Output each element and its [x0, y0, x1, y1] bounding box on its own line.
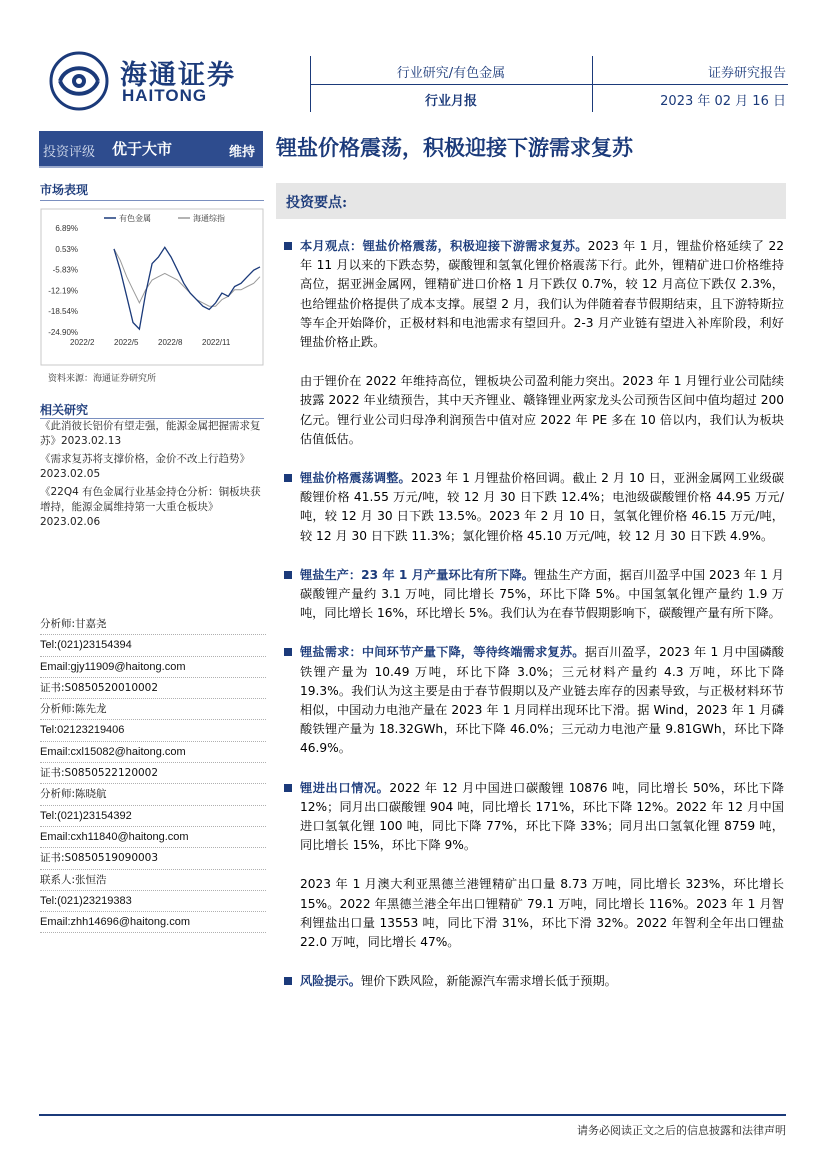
key-point-heading: 锂盐需求：中间环节产量下降，等待终端需求复苏。	[300, 645, 585, 660]
y-tick-label: -12.19%	[48, 286, 78, 296]
report-type: 行业月报	[424, 94, 477, 109]
series-line	[114, 247, 260, 329]
key-point-paragraph	[284, 566, 784, 624]
related-research-item[interactable]: 《此消彼长铝价有望走强，能源金属把握需求复苏》2023.02.13	[40, 420, 261, 447]
legend-label: 海通综指	[193, 214, 225, 223]
bullet-icon	[284, 977, 292, 985]
contact-tel: Tel:(021)23219383	[40, 891, 266, 912]
analyst-cert: 证书:S0850520010002	[40, 678, 266, 699]
contact-name: 联系人:张恒浩	[40, 870, 266, 891]
key-point-heading: 锂盐生产：23 年 1 月产量环比有所下降。	[300, 567, 534, 582]
key-point-paragraph	[284, 875, 784, 952]
report-category: 行业研究/有色金属	[396, 66, 506, 81]
analyst-contacts	[40, 614, 266, 933]
analyst-cert: 证书:S0850522120002	[40, 763, 266, 784]
rating-value: 优于大市	[112, 140, 173, 158]
key-point-heading: 风险提示。	[300, 974, 361, 989]
chart-source: 资料来源：海通证券研究所	[48, 374, 157, 384]
key-points-header	[276, 183, 786, 219]
key-point-paragraph	[284, 643, 784, 758]
bullet-icon	[284, 571, 292, 579]
report-date: 2023 年 02 月 16 日	[660, 94, 786, 109]
x-tick-label: 2022/2	[70, 338, 95, 347]
key-point-body: 锂盐生产方面，据百川盈孚中国 2023 年 1 月碳酸锂产量约 3.1 万吨，同比增长 75%，环比下降 5%。中国氢氧化锂产量约 1.9 万吨，同比增长 16%，环比增长 5%。我们认为在春节假期影响下，碳酸锂产量有所下降。	[300, 567, 784, 621]
related-research-list	[40, 419, 266, 533]
y-tick-label: 0.53%	[55, 244, 78, 254]
legend-label: 有色金属	[119, 214, 151, 223]
analyst-email[interactable]: Email:gjy11909@haitong.com	[40, 657, 266, 678]
analyst-tel: Tel:(021)23154394	[40, 635, 266, 656]
series-line	[114, 249, 260, 306]
x-tick-label: 2022/5	[114, 338, 139, 347]
key-points-title: 投资要点:	[286, 195, 348, 211]
key-point-paragraph	[284, 972, 784, 991]
section-divider	[40, 200, 264, 201]
key-point-heading: 本月观点：锂盐价格震荡，积极迎接下游需求复苏。	[300, 239, 588, 253]
rating-action: 维持	[228, 145, 255, 160]
bullet-icon	[284, 784, 292, 792]
haitong-logo-icon	[48, 50, 110, 112]
key-point-body: 2023 年 1 月澳大利亚黑德兰港锂精矿出口量 8.73 万吨，同比增长 323%，环比增长 15%。2022 年黑德兰港全年出口锂精矿 79.1 万吨，同比增长 116%。2023 年 1 月智利锂盐出口量 13553 吨，同比下滑 31%，环比下滑 32%。2022 年智利全年出口锂盐 22.0 万吨，同比增长 47%。	[300, 877, 784, 950]
header-divider	[310, 84, 788, 85]
key-point-body: 2022 年 12 月中国进口碳酸锂 10876 吨，同比增长 50%，环比下降 12%；同月出口碳酸锂 904 吨，同比增长 171%，环比下降 12%。2022 年 12 月中国进口氢氧化锂 100 吨，同比下降 77%，环比下降 33%；同月出口氢氧化锂 8759 吨，同比增长 15%，环比下降 9%。	[300, 780, 784, 853]
analyst-email[interactable]: Email:cxl15082@haitong.com	[40, 742, 266, 763]
analyst-name: 分析师:陈晓航	[40, 784, 266, 805]
bullet-icon	[284, 242, 292, 250]
key-point-heading: 锂进出口情况。	[300, 780, 390, 795]
key-point-paragraph	[284, 237, 784, 352]
key-point-paragraph	[284, 469, 784, 546]
logo-chinese-name: 海通证券	[120, 60, 236, 91]
key-point-paragraph	[284, 372, 784, 449]
analyst-email[interactable]: Email:cxh11840@haitong.com	[40, 827, 266, 848]
company-logo	[48, 50, 248, 110]
key-point-body: 由于锂价在 2022 年维持高位，锂板块公司盈利能力突出。2023 年 1 月锂行业公司陆续披露 2022 年业绩预告，其中天齐锂业、赣锋锂业两家龙头公司预告区间中值均超过 200 亿元。锂行业公司归母净利润预告中值对应 2022 年 PE 多在 10 倍以内，我们认为板块估值低估。	[300, 374, 784, 446]
page-title: 锂盐价格震荡，积极迎接下游需求复苏	[276, 135, 633, 160]
key-point-body: 2023 年 1 月锂盐价格回调。截止 2 月 10 日，亚洲金属网工业级碳酸锂价格 41.55 万元/吨，较 12 月 30 日下跌 12.4%；电池级碳酸锂价格 44.95 万元/吨，较 12 月 30 日下跌 13.5%。2023 年 2 月 10 日，氢氧化锂价格 46.15 万元/吨，较 12 月 30 日下跌 11.3%；氯化锂价格 45.10 万元/吨，较 12 月 30 日下跌 4.9%。	[300, 471, 785, 543]
market-performance-chart	[40, 208, 264, 366]
bullet-icon	[284, 474, 292, 482]
y-tick-label: -24.90%	[48, 328, 78, 337]
analyst-name: 分析师:陈先龙	[40, 699, 266, 720]
analyst-cert: 证书:S0850519090003	[40, 848, 266, 869]
footer-divider	[39, 1114, 786, 1116]
logo-english-name: HAITONG	[122, 86, 208, 105]
related-research-item[interactable]: 《需求复苏将支撑价格，金价不改上行趋势》2023.02.05	[40, 453, 250, 480]
key-point-body: 锂价下跌风险，新能源汽车需求增长低于预期。	[360, 974, 617, 989]
x-tick-label: 2022/11	[202, 338, 231, 347]
rating-label: 投资评级	[43, 145, 96, 160]
y-tick-label: 6.89%	[55, 224, 78, 233]
analyst-tel: Tel:02123219406	[40, 720, 266, 741]
key-point-heading: 锂盐价格震荡调整。	[300, 471, 411, 486]
report-label: 证券研究报告	[707, 66, 786, 81]
analyst-tel: Tel:(021)23154392	[40, 806, 266, 827]
contact-email[interactable]: Email:zhh14696@haitong.com	[40, 912, 266, 933]
footer-disclaimer: 请务必阅读正文之后的信息披露和法律声明	[577, 1124, 786, 1137]
related-research-item[interactable]: 《22Q4 有色金属行业基金持仓分析：铜板块获增持，能源金属维持第一大重仓板块》2023.02.06	[40, 486, 261, 528]
y-tick-label: -5.83%	[52, 265, 78, 275]
related-section-title: 相关研究	[40, 403, 89, 417]
market-section-title: 市场表现	[40, 183, 89, 197]
x-tick-label: 2022/8	[158, 338, 183, 347]
key-points-content	[284, 237, 784, 1012]
key-point-paragraph	[284, 779, 784, 856]
key-point-body: 2023 年 1 月，锂盐价格延续了 22 年 11 月以来的下跌态势，碳酸锂和氢氧化锂价格震荡下行。此外，锂精矿进口价格维持高位，据亚洲金属网，锂精矿进口价格 1 月下跌仅 0.7%，较 12 月高位下跌仅 2.3%，也给锂盐价格提供了成本支撑。展望 2 月，我们认为伴随着春节假期结束，且下游特斯拉等车企开始降价，正极材料和电池需求有望回升。2-3 月产业链有望进入补库阶段，利好锂盐价格止跌。	[300, 239, 784, 350]
bullet-icon	[284, 648, 292, 656]
analyst-name: 分析师:甘嘉尧	[40, 614, 266, 635]
rating-bar	[39, 131, 263, 168]
y-tick-label: -18.54%	[48, 307, 78, 317]
key-point-body: 据百川盈孚，2023 年 1 月中国磷酸铁锂产量为 10.49 万吨，环比下降 3.0%；三元材料产量约 4.3 万吨，环比下降 19.3%。我们认为这主要是由于春节假期以及产业链去库存的因素导致，与正极材料环节相似，中国动力电池产量在 2023 年 1 月同样出现环比下滑。据 Wind，2023 年 1 月磷酸铁锂产量为 18.32GWh，环比下降 46.0%；三元动力电池产量 9.81GWh，环比下降 46.9%。	[300, 645, 784, 756]
